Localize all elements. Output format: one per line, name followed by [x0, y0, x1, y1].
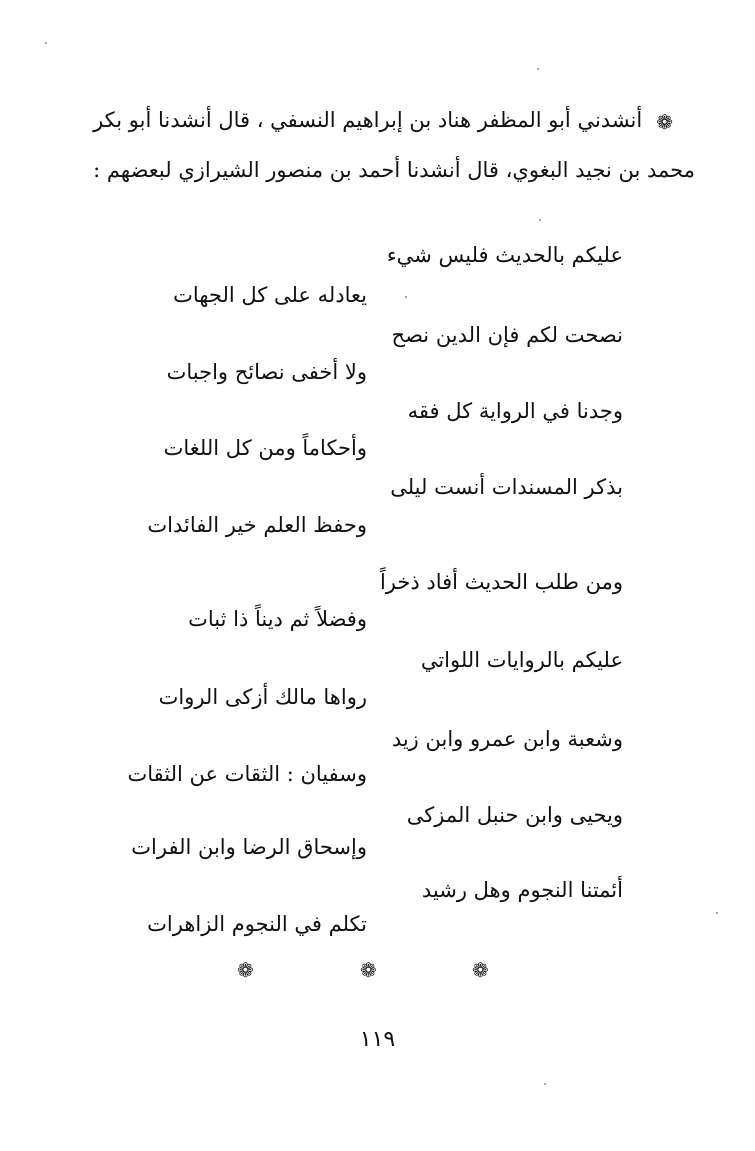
flower-ornament-icon: ❁ [472, 958, 489, 982]
scan-speck [537, 68, 539, 70]
section-divider-ornaments [0, 958, 755, 988]
verse-1-second-hemistich: يعادله على كل الجهات [173, 283, 367, 307]
verse-3-first-hemistich: وجدنا في الرواية كل فقه [407, 399, 623, 423]
verse-5-first-hemistich: ومن طلب الحديث أفاد ذخراً [379, 570, 623, 594]
flower-ornament-icon: ❁ [656, 109, 673, 134]
verse-4-first-hemistich: بذكر المسندات أنست ليلى [390, 475, 623, 499]
verse-7-second-hemistich: وسفيان : الثقات عن الثقات [127, 762, 367, 786]
verse-5-second-hemistich: وفضلاً ثم ديناً ذا ثبات [188, 607, 367, 631]
scan-speck [405, 296, 407, 298]
verse-4-second-hemistich: وحفظ العلم خير الفائدات [147, 513, 367, 537]
flower-ornament-icon: ❁ [360, 958, 377, 982]
verse-8-first-hemistich: ويحيى وابن حنبل المزكى [406, 803, 623, 827]
scan-speck [539, 219, 541, 221]
verse-2-first-hemistich: نصحت لكم فإن الدين نصح [391, 323, 623, 347]
intro-text-1: أنشدني أبو المظفر هناد بن إبراهيم النسفي ، قال أنشدنا أبو بكر [93, 108, 643, 132]
verse-3-second-hemistich: وأحكاماً ومن كل اللغات [163, 436, 367, 460]
verse-9-second-hemistich: تكلم في النجوم الزاهرات [147, 912, 367, 936]
flower-ornament-icon: ❁ [237, 958, 254, 982]
verse-8-second-hemistich: وإسحاق الرضا وابن الفرات [131, 835, 367, 859]
scan-speck [45, 42, 47, 44]
scan-speck [544, 1083, 546, 1085]
intro-line-1 [93, 108, 673, 134]
verse-7-first-hemistich: وشعبة وابن عمرو وابن زيد [391, 727, 623, 751]
verse-6-first-hemistich: عليكم بالروايات اللواتي [420, 648, 623, 672]
verse-2-second-hemistich: ولا أخفى نصائح واجبات [166, 360, 367, 384]
intro-line-2: محمد بن نجيد البغوي، قال أنشدنا أحمد بن منصور الشيرازي لبعضهم : [93, 158, 695, 182]
scan-speck [716, 912, 718, 914]
verse-6-second-hemistich: رواها مالك أزكى الروات [158, 685, 367, 709]
verse-9-first-hemistich: أئمتنا النجوم وهل رشيد [421, 878, 623, 902]
verse-1-first-hemistich: عليكم بالحديث فليس شيء [386, 243, 623, 267]
page-number: ١١٩ [359, 1027, 396, 1052]
